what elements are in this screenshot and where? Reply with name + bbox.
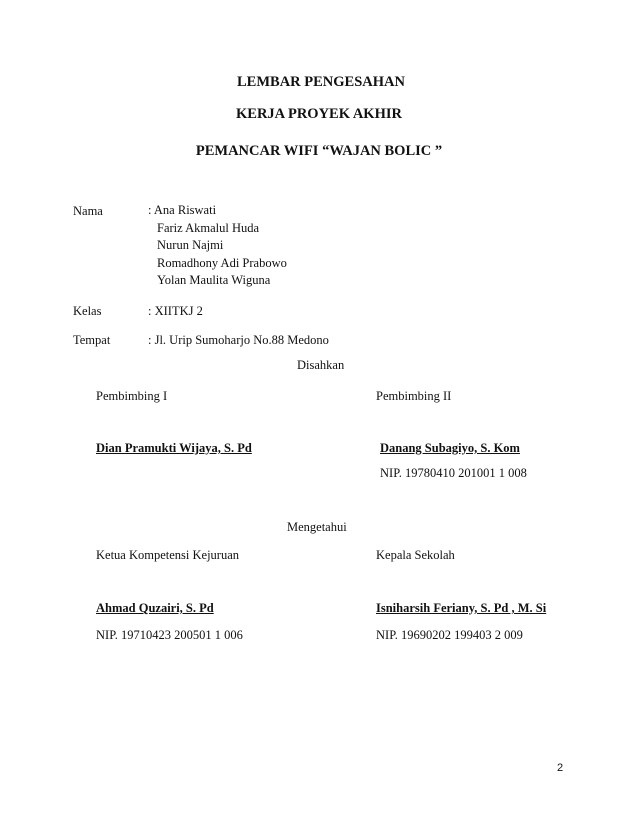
page-number: 2 (557, 762, 564, 774)
kepsek-name: Isniharsih Feriany, S. Pd , M. Si (376, 601, 547, 615)
mengetahui-label: Mengetahui (287, 520, 347, 534)
nama-item: Yolan Maulita Wiguna (157, 273, 271, 287)
nama-item: Romadhony Adi Prabowo (157, 255, 287, 270)
title-line-2: KERJA PROYEK AKHIR (236, 106, 402, 122)
kelas-value: : XIITKJ 2 (148, 304, 203, 318)
kelas-label: Kelas (73, 304, 102, 318)
ketua-role: Ketua Kompetensi Kejuruan (96, 548, 240, 562)
pembimbing2-role: Pembimbing II (376, 389, 452, 403)
kepsek-nip: NIP. 19690202 199403 2 009 (376, 628, 523, 642)
tempat-value: : Jl. Urip Sumoharjo No.88 Medono (148, 333, 329, 347)
nama-item: Nurun Najmi (157, 238, 224, 252)
nama-list (148, 202, 287, 290)
ketua-name: Ahmad Quzairi, S. Pd (96, 601, 214, 615)
nama-item: Fariz Akmalul Huda (157, 220, 260, 235)
nama-item: : Ana Riswati (148, 203, 217, 217)
pembimbing2-name: Danang Subagiyo, S. Kom (380, 441, 520, 455)
title-line-3: PEMANCAR WIFI “WAJAN BOLIC ” (195, 143, 443, 159)
tempat-label: Tempat (73, 333, 111, 347)
disahkan-label: Disahkan (297, 358, 345, 372)
kepsek-role: Kepala Sekolah (376, 548, 455, 562)
pembimbing1-name: Dian Pramukti Wijaya, S. Pd (96, 441, 252, 455)
ketua-nip: NIP. 19710423 200501 1 006 (96, 628, 243, 642)
pembimbing2-nip: NIP. 19780410 201001 1 008 (380, 466, 527, 480)
pembimbing1-role: Pembimbing I (96, 389, 168, 403)
nama-label: Nama (73, 204, 103, 218)
title-line-1: LEMBAR PENGESAHAN (237, 74, 405, 90)
